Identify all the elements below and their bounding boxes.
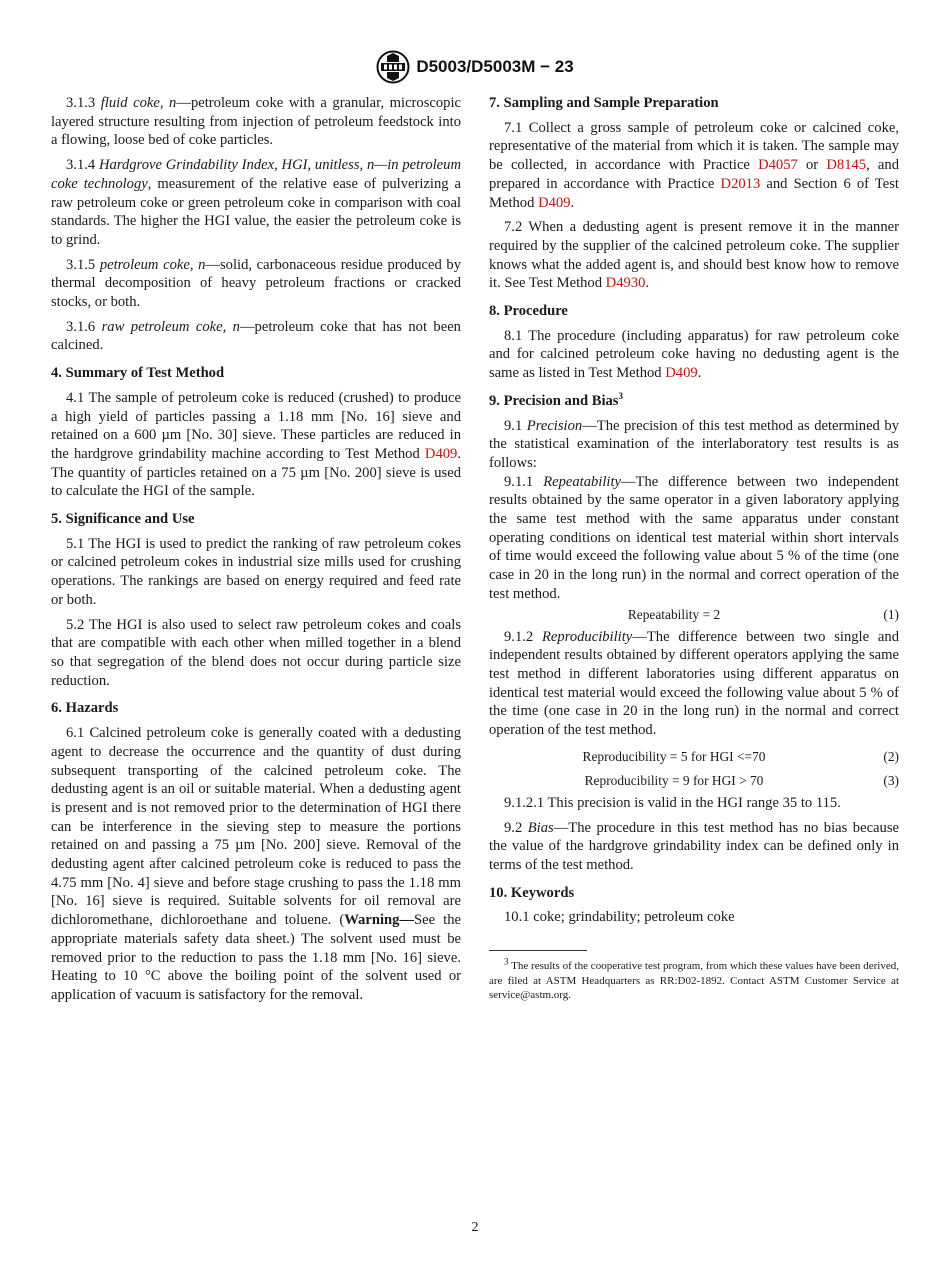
footnote-3: $^3$ The results of the cooperative test program, from which these values have been derived, are filed at ASTM Headquarters as RR:D02-1892. Contact ASTM Customer Service at service@astm.org. bbox=[489, 956, 899, 1002]
section-4-heading: 4. Summary of Test Method bbox=[51, 365, 225, 382]
equation-2-text: Reproducibility = 5 for HGI <=70 bbox=[582, 749, 766, 765]
section-6-heading: 6. Hazards bbox=[51, 700, 119, 717]
warning-label: Warning— bbox=[344, 912, 415, 929]
equation-2-number: (2) bbox=[883, 749, 899, 765]
astm-logo-icon bbox=[376, 50, 410, 84]
section-9-heading: 9. Precision and Bias$^3$ bbox=[489, 390, 623, 409]
section-7-heading: 7. Sampling and Sample Preparation bbox=[489, 95, 719, 111]
equation-1-text: Repeatability = 2 bbox=[627, 607, 721, 623]
link-d409[interactable]: D409 bbox=[538, 194, 571, 211]
paragraph-8-1: 8.1 The procedure (including apparatus) for raw petroleum coke and for calcined petroleum coke having no dedusting agent is the same as listed in Test Method D409. bbox=[489, 327, 899, 382]
equation-2 bbox=[489, 746, 899, 770]
paragraph-5-1: 5.1 The HGI is used to predict the ranking of raw petroleum cokes or calcined petroleum cokes in industrial size mills used for crushing operations. The rankings are based on energy required and feed rate or both. bbox=[51, 535, 461, 608]
definition-3-1-5: 3.1.5 petroleum coke, n—solid, carbonaceous residue produced by thermal decomposition of heavy petroleum fractions or cracked stocks, or both. bbox=[51, 256, 461, 311]
paragraph-4-1: 4.1 The sample of petroleum coke is reduced (crushed) to produce a high yield of particles passing a 1.18 mm [No. 16] sieve and retained on a 600 µm [No. 30] sieve. These particles are reduced in the hardgrove grindability machine according to Test Method D409. The quantity of particles retained on a 75 µm [No. 200] sieve is used to calculate the HGI of the sample. bbox=[51, 389, 461, 500]
page-header bbox=[0, 50, 950, 84]
right-column bbox=[489, 94, 899, 1009]
paragraph-10-1: 10.1 coke; grindability; petroleum coke bbox=[504, 909, 735, 926]
section-5-heading: 5. Significance and Use bbox=[51, 511, 195, 528]
paragraph-6-1: 6.1 Calcined petroleum coke is generally coated with a dedusting agent to decrease the occurrence and the quantity of dust during subsequent transporting of the calcined petroleum coke. The dedusting agent is an oil or suitable material. When a dedusting agent is present and is not removed prior to the determination of HGI there can be interference in the sieving step to measure the portions retained on and passing a 75 µm [No. 200] sieve. Removal of the dedusting agent after calcined petroleum coke is reduced to pass the 4.75 mm [No. 4] sieve and before stage crushing to pass the 1.18 mm [No. 16] sieve is required. Suitable solvents for oil removal are dichloromethane, dichloroethane and toluene. (Warning—See the appropriate materials safety data sheet.) The solvent used must be removed prior to the reduction to pass the 1.18 mm [No. 16] sieve. Heating to 10 °C above the boiling point of the solvent used or application of vacuum is satisfactory for the removal. bbox=[51, 725, 461, 1003]
link-d4057[interactable]: D4057 bbox=[758, 157, 798, 174]
paragraph-9-2: 9.2 Bias—The procedure in this test method has no bias because the value of the hardgrove grindability index can be defined only in terms of the test method. bbox=[489, 819, 899, 873]
equation-1-number: (1) bbox=[883, 607, 899, 623]
paragraph-9-1-2-1: 9.1.2.1 This precision is valid in the HGI range 35 to 115. bbox=[504, 794, 841, 811]
paragraph-9-1-2: 9.1.2 Reproducibility—The difference between two single and independent results obtained by different operators applying the same test method in different laboratories using different apparatus on identical test material would exceed the following value about 5 % of the time (one case in 20 in the long run) in the normal and correct operation of the test method. bbox=[489, 628, 899, 739]
paragraph-9-1: 9.1 Precision—The precision of this test method as determined by the statistical examination of the interlaboratory test results is as follows: bbox=[489, 417, 899, 471]
definition-3-1-4: 3.1.4 Hardgrove Grindability Index, HGI, unitless, n—in petroleum coke technology, measurement of the relative ease of pulverizing a raw petroleum coke or green petroleum coke in comparison with coal standards. The higher the HGI value, the easier the petroleum coke is to grind. bbox=[51, 157, 461, 248]
paragraph-7-1: 7.1 Collect a gross sample of petroleum coke or calcined coke, representative of the material from which it is taken. The sample may be collected, in accordance with Practice D4057 or D8145, and prepared in accordance with Practice D2013 and Section 6 of Test Method D409. bbox=[489, 119, 899, 211]
paragraph-5-2: 5.2 The HGI is also used to select raw petroleum cokes and coals that are compatible with each other when milled together in a blend so that segregation of the blend does not occur during particle size reduction. bbox=[51, 616, 461, 689]
page-number: 2 bbox=[471, 1220, 479, 1235]
definition-3-1-3: 3.1.3 fluid coke, n—petroleum coke with a granular, microscopic layered structure resulting from injection of petroleum feedstock into a flowing, loose bed of coke particles. bbox=[51, 95, 461, 149]
paragraph-9-1-1: 9.1.1 Repeatability—The difference between two independent results obtained by the same operator in a given laboratory applying the same test method with the same apparatus under constant operating conditions on identical test material within short intervals of time would exceed the following value about 5 % of the time (one case in 20 in the long run) in the normal and correct operation of the test method. bbox=[489, 473, 899, 602]
footnote-ref: 3 bbox=[618, 390, 623, 401]
equation-1 bbox=[489, 604, 899, 628]
definition-3-1-6: 3.1.6 raw petroleum coke, n—petroleum coke that has not been calcined. bbox=[51, 318, 461, 354]
equation-3-number: (3) bbox=[883, 773, 899, 789]
link-d8145[interactable]: D8145 bbox=[826, 157, 867, 174]
section-8-heading: 8. Procedure bbox=[489, 303, 568, 320]
link-d4930[interactable]: D4930 bbox=[605, 275, 646, 292]
link-d409[interactable]: D409 bbox=[665, 365, 698, 382]
equation-3-text: Reproducibility = 9 for HGI > 70 bbox=[584, 773, 764, 789]
left-column bbox=[51, 94, 461, 1011]
equation-3 bbox=[489, 770, 899, 794]
link-d2013[interactable]: D2013 bbox=[720, 175, 761, 192]
link-d409[interactable]: D409 bbox=[424, 445, 458, 462]
section-10-heading: 10. Keywords bbox=[489, 884, 575, 901]
paragraph-7-2: 7.2 When a dedusting agent is present remove it in the manner required by the supplier of the calcined petroleum coke. The supplier knows what the added agent is, and should best know how to remove it. See Test Method D4930. bbox=[489, 219, 899, 292]
document-designation: D5003/D5003M − 23 bbox=[416, 57, 574, 76]
footnote-divider bbox=[489, 950, 587, 951]
